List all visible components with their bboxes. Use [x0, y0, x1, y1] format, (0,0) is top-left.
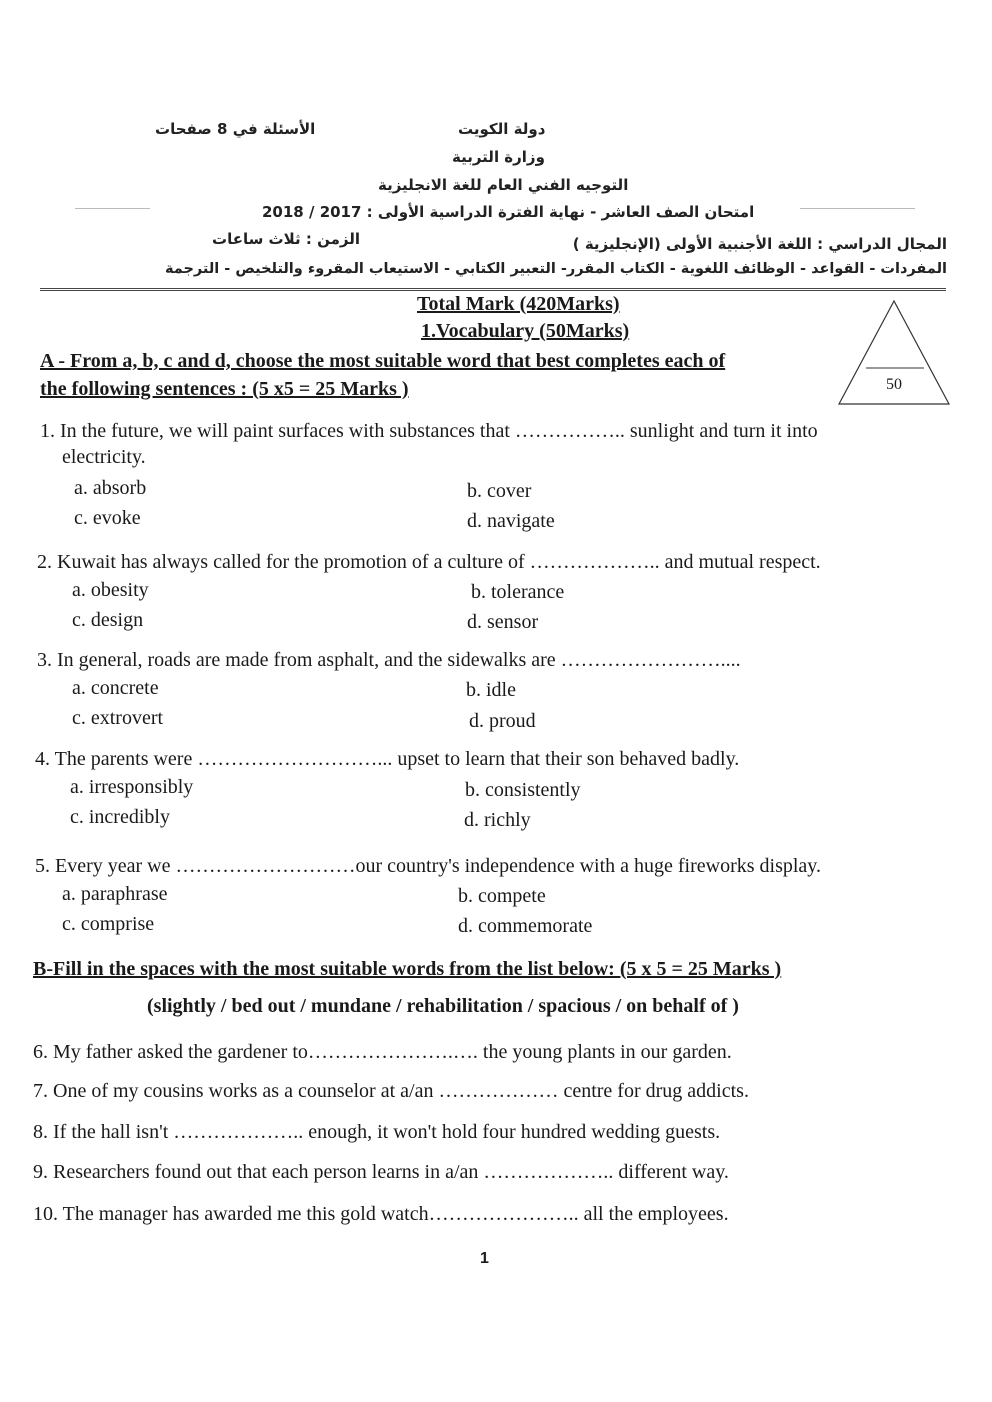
word-list: (slightly / bed out / mundane / rehabilitation / spacious / on behalf of ) [147, 995, 739, 1017]
exam-time: الزمن : ثلاث ساعات [212, 230, 360, 248]
part-a-instruction: the following sentences : (5 x5 = 25 Marks ) [40, 378, 409, 400]
section-title: 1.Vocabulary (50Marks) [421, 320, 630, 342]
question-text: 2. Kuwait has always called for the promotion of a culture of ……………….. and mutual respect. [37, 551, 821, 573]
option: c. extrovert [72, 707, 164, 729]
question-text: electricity. [62, 446, 146, 468]
option: b. compete [458, 885, 546, 907]
triangle-mark: 50 [886, 376, 902, 393]
part-b-instruction: B-Fill in the spaces with the most suitable words from the list below: (5 x 5 = 25 Marks ) [33, 958, 782, 980]
question-text: 5. Every year we ………………………our country's independence with a huge fireworks display. [35, 855, 821, 877]
option: a. obesity [72, 579, 149, 601]
option: b. idle [466, 679, 516, 701]
option: d. commemorate [458, 915, 593, 937]
question-text: 4. The parents were ………………………... upset to learn that their son behaved badly. [35, 748, 740, 770]
option: d. sensor [467, 611, 539, 633]
option: a. concrete [72, 677, 159, 699]
total-mark: Total Mark (420Marks) [417, 293, 620, 315]
option: c. evoke [74, 507, 141, 529]
subject: المجال الدراسي : اللغة الأجنبية الأولى (الإنجليزية ) [572, 235, 947, 253]
department-name: التوجيه الفني العام للغة الانجليزية [378, 176, 629, 194]
option: b. cover [467, 480, 532, 502]
question-9: 9. Researchers found out that each person learns in a/an ……………….. different way. [33, 1161, 729, 1183]
option: d. proud [469, 710, 536, 732]
option: d. navigate [467, 510, 555, 532]
header-rule [40, 288, 946, 291]
question-text: 3. In general, roads are made from asphalt, and the sidewalks are …………………….... [37, 649, 741, 671]
option: c. incredibly [70, 806, 170, 828]
divider [800, 208, 915, 209]
option: c. comprise [62, 913, 155, 935]
ministry-name: وزارة التربية [452, 148, 545, 166]
page-number: 1 [480, 1250, 489, 1267]
option: d. richly [464, 809, 531, 831]
divider [75, 208, 150, 209]
option: b. consistently [465, 779, 581, 801]
question-8: 8. If the hall isn't ……………….. enough, it won't hold four hundred wedding guests. [33, 1121, 721, 1143]
question-10: 10. The manager has awarded me this gold watch………………….. all the employees. [33, 1203, 729, 1225]
question-6: 6. My father asked the gardener to………………….…. the young plants in our garden. [33, 1041, 732, 1063]
part-a-instruction: A - From a, b, c and d, choose the most suitable word that best completes each of [40, 350, 726, 372]
exam-title: امتحان الصف العاشر - نهاية الفترة الدراسية الأولى : 2017 / 2018 [262, 203, 755, 221]
state-name: دولة الكويت [458, 120, 546, 138]
option: b. tolerance [471, 581, 565, 603]
pages-note: الأسئلة في 8 صفحات [155, 120, 316, 138]
option: c. design [72, 609, 144, 631]
option: a. paraphrase [62, 883, 168, 905]
question-7: 7. One of my cousins works as a counselor at a/an ……………… centre for drug addicts. [33, 1080, 749, 1102]
option: a. irresponsibly [70, 776, 194, 798]
option: a. absorb [74, 477, 147, 499]
question-text: 1. In the future, we will paint surfaces with substances that …………….. sunlight and turn it into [40, 420, 818, 442]
exam-areas: المفردات - القواعد - الوظائف اللغوية - الكتاب المقرر- التعبير الكتابي - الاستيعاب المقروء والتلخيص - الترجمة [164, 261, 947, 277]
